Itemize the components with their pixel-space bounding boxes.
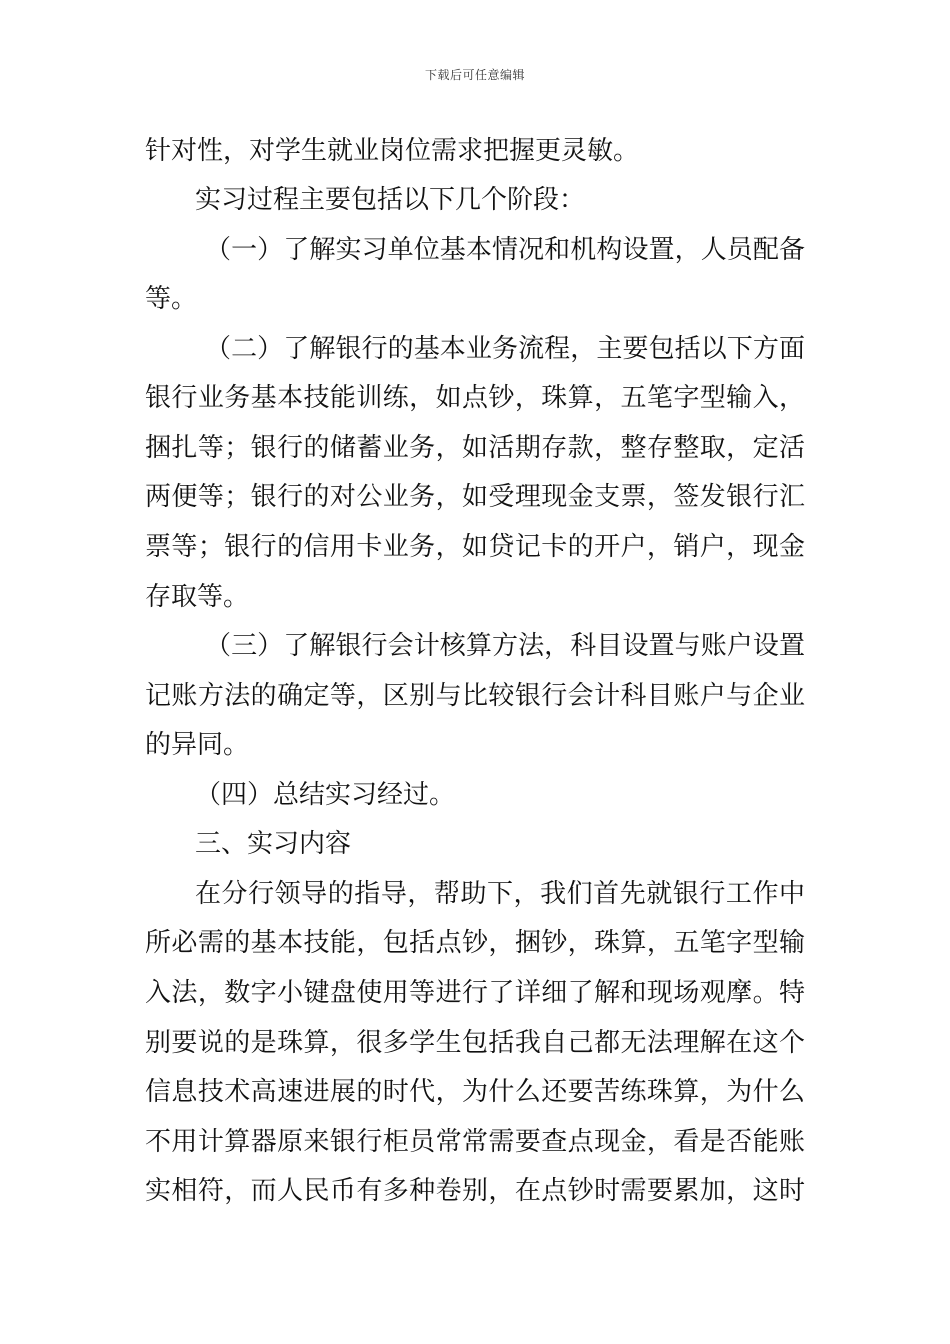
paragraph-line: 针对性，对学生就业岗位需求把握更灵敏。 — [145, 136, 640, 166]
paragraph-line: 两便等；银行的对公业务，如受理现金支票，签发银行汇 — [145, 482, 805, 512]
page-header-note: 下载后可任意编辑 — [424, 68, 525, 82]
paragraph-line: 的异同。 — [145, 730, 250, 760]
paragraph-line: （一）了解实习单位基本情况和机构设置，人员配备 — [205, 235, 805, 265]
paragraph-line: 不用计算器原来银行柜员常常需要查点现金，看是否能账 — [145, 1127, 805, 1157]
section-heading: 三、实习内容 — [195, 829, 352, 859]
paragraph-line: 在分行领导的指导，帮助下，我们首先就银行工作中 — [195, 879, 805, 909]
paragraph-line: （二）了解银行的基本业务流程，主要包括以下方面 — [205, 334, 805, 364]
paragraph-line: 信息技术高速进展的时代，为什么还要苦练珠算，为什么 — [145, 1077, 805, 1107]
paragraph-line: 所必需的基本技能，包括点钞，捆钞，珠算，五笔字型输 — [145, 928, 805, 958]
paragraph-line: 记账方法的确定等，区别与比较银行会计科目账户与企业 — [145, 681, 805, 711]
paragraph-line: 别要说的是珠算，很多学生包括我自己都无法理解在这个 — [145, 1028, 805, 1058]
paragraph-line: 等。 — [145, 284, 198, 314]
paragraph-line: 实相符，而人民币有多种卷别，在点钞时需要累加，这时 — [145, 1176, 805, 1206]
paragraph-line: 银行业务基本技能训练，如点钞，珠算，五笔字型输入， — [145, 383, 805, 413]
paragraph-line: 实习过程主要包括以下几个阶段： — [195, 185, 586, 215]
paragraph-line: （三）了解银行会计核算方法，科目设置与账户设置 — [205, 631, 805, 661]
paragraph-line: （四）总结实习经过。 — [195, 780, 456, 810]
paragraph-line: 存取等。 — [145, 582, 250, 612]
paragraph-line: 入法，数字小键盘使用等进行了详细了解和现场观摩。特 — [145, 978, 805, 1008]
paragraph-line: 票等；银行的信用卡业务，如贷记卡的开户，销户，现金 — [145, 532, 805, 562]
paragraph-line: 捆扎等；银行的储蓄业务，如活期存款，整存整取，定活 — [145, 433, 805, 463]
